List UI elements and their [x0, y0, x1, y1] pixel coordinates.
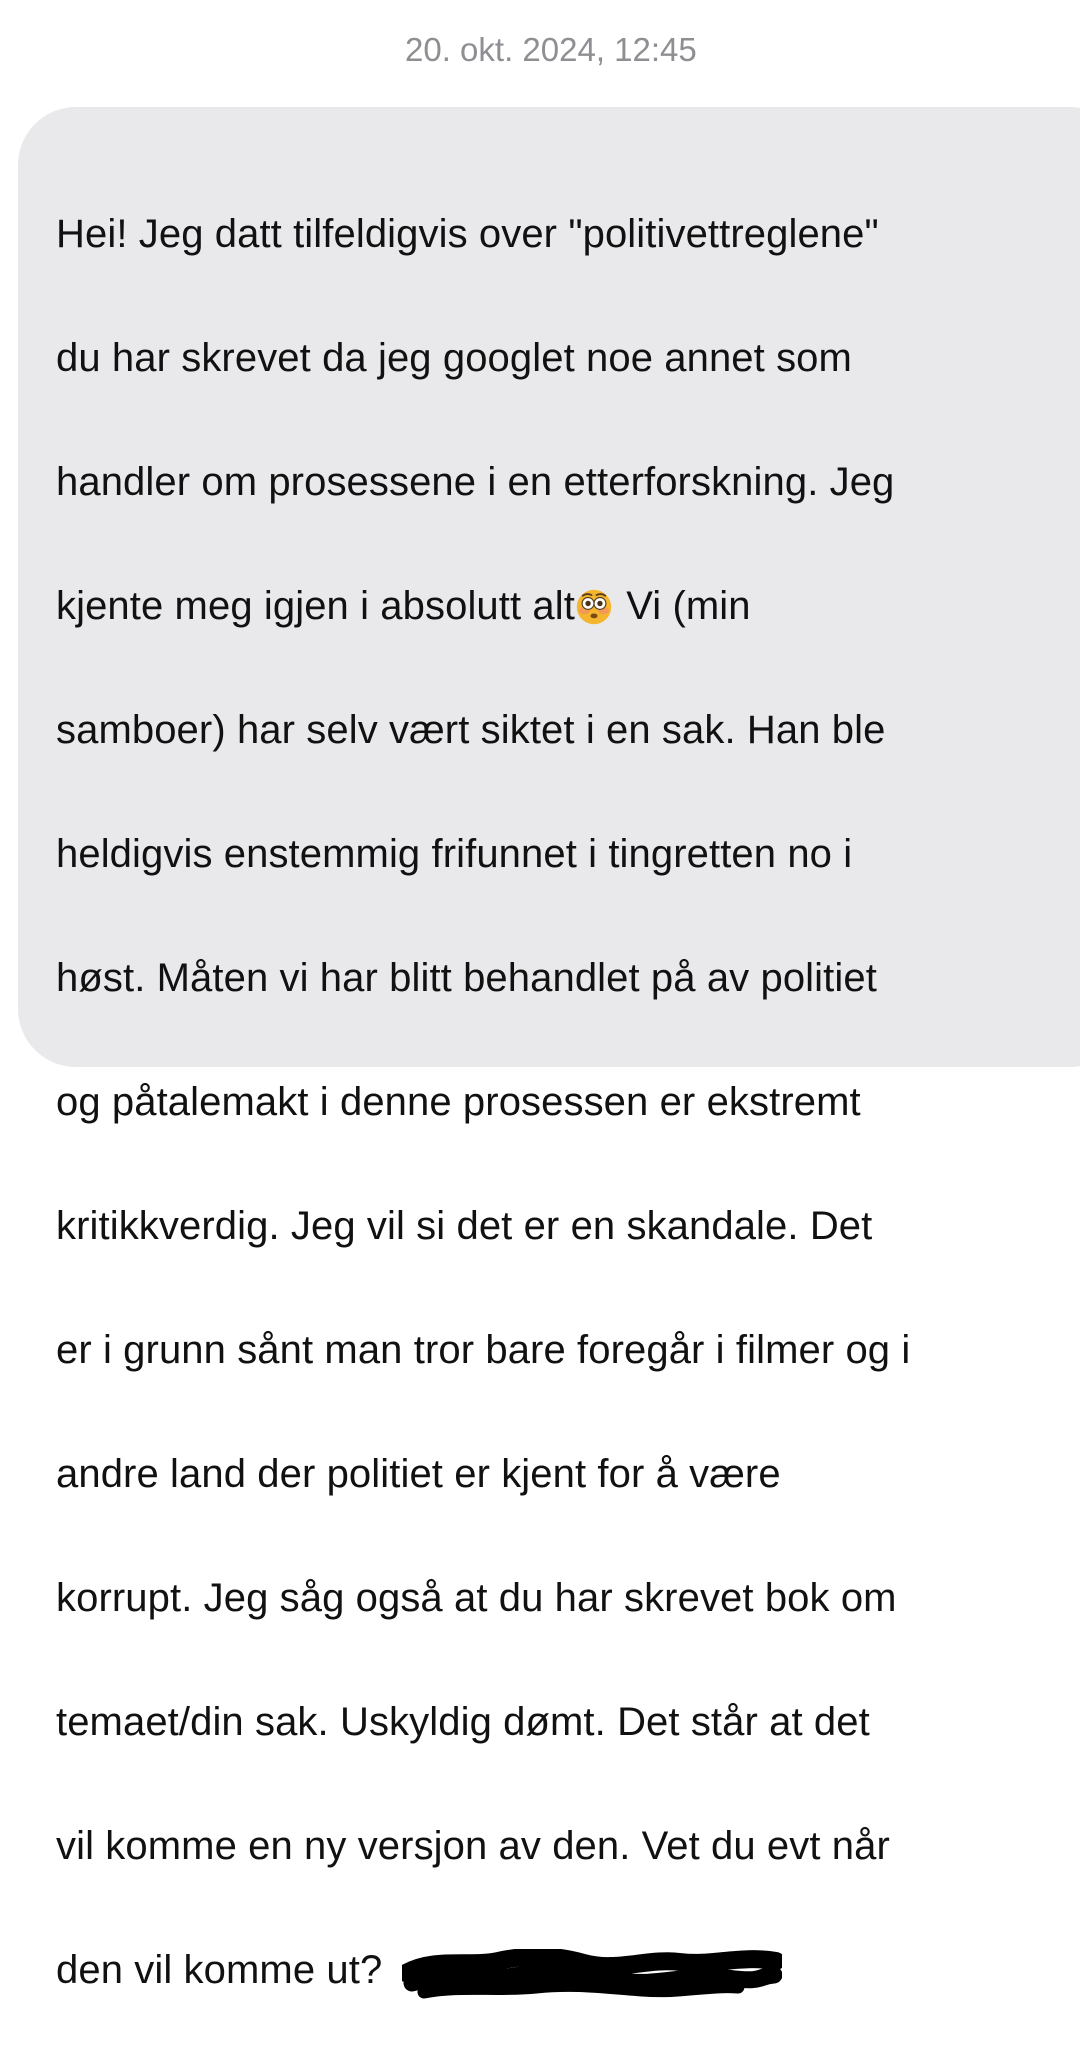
flushed-face-icon [575, 588, 613, 626]
message-line-15 [56, 1939, 1066, 2001]
message-line-4-text-a: kjente meg igjen i absolutt alt [56, 584, 575, 628]
message-line-8: og påtalemakt i denne prosessen er ekstremt [56, 1080, 861, 1124]
message-line-6: heldigvis enstemmig frifunnet i tingretten no i [56, 832, 853, 876]
message-line-4-text-b: Vi (min [626, 584, 751, 628]
message-line-12: korrupt. Jeg såg også at du har skrevet bok om [56, 1576, 897, 1620]
message-line-10: er i grunn sånt man tror bare foregår i filmer og i [56, 1328, 911, 1372]
message-line-4 [56, 575, 1066, 637]
message-line-3: handler om prosessene i en etterforskning. Jeg [56, 460, 895, 504]
message-line-1: Hei! Jeg datt tilfeldigvis over "politivettreglene" [56, 212, 879, 256]
incoming-message-bubble[interactable] [18, 107, 1080, 1992]
message-line-14: vil komme en ny versjon av den. Vet du evt når [56, 1824, 890, 1868]
message-line-11: andre land der politiet er kjent for å være [56, 1452, 781, 1496]
message-line-7: høst. Måten vi har blitt behandlet på av politiet [56, 956, 877, 1000]
message-timestamp: 20. okt. 2024, 12:45 [405, 31, 697, 68]
message-line-5: samboer) har selv vært siktet i en sak. Han ble [56, 708, 886, 752]
message-line-2: du har skrevet da jeg googlet noe annet som [56, 336, 852, 380]
message-line-15-text: den vil komme ut? [56, 1948, 383, 1992]
message-line-13: temaet/din sak. Uskyldig dømt. Det står at det [56, 1700, 870, 1744]
redaction-scribble-icon [402, 1949, 782, 1999]
message-text [56, 141, 1066, 2063]
message-line-9: kritikkverdig. Jeg vil si det er en skandale. Det [56, 1204, 873, 1248]
